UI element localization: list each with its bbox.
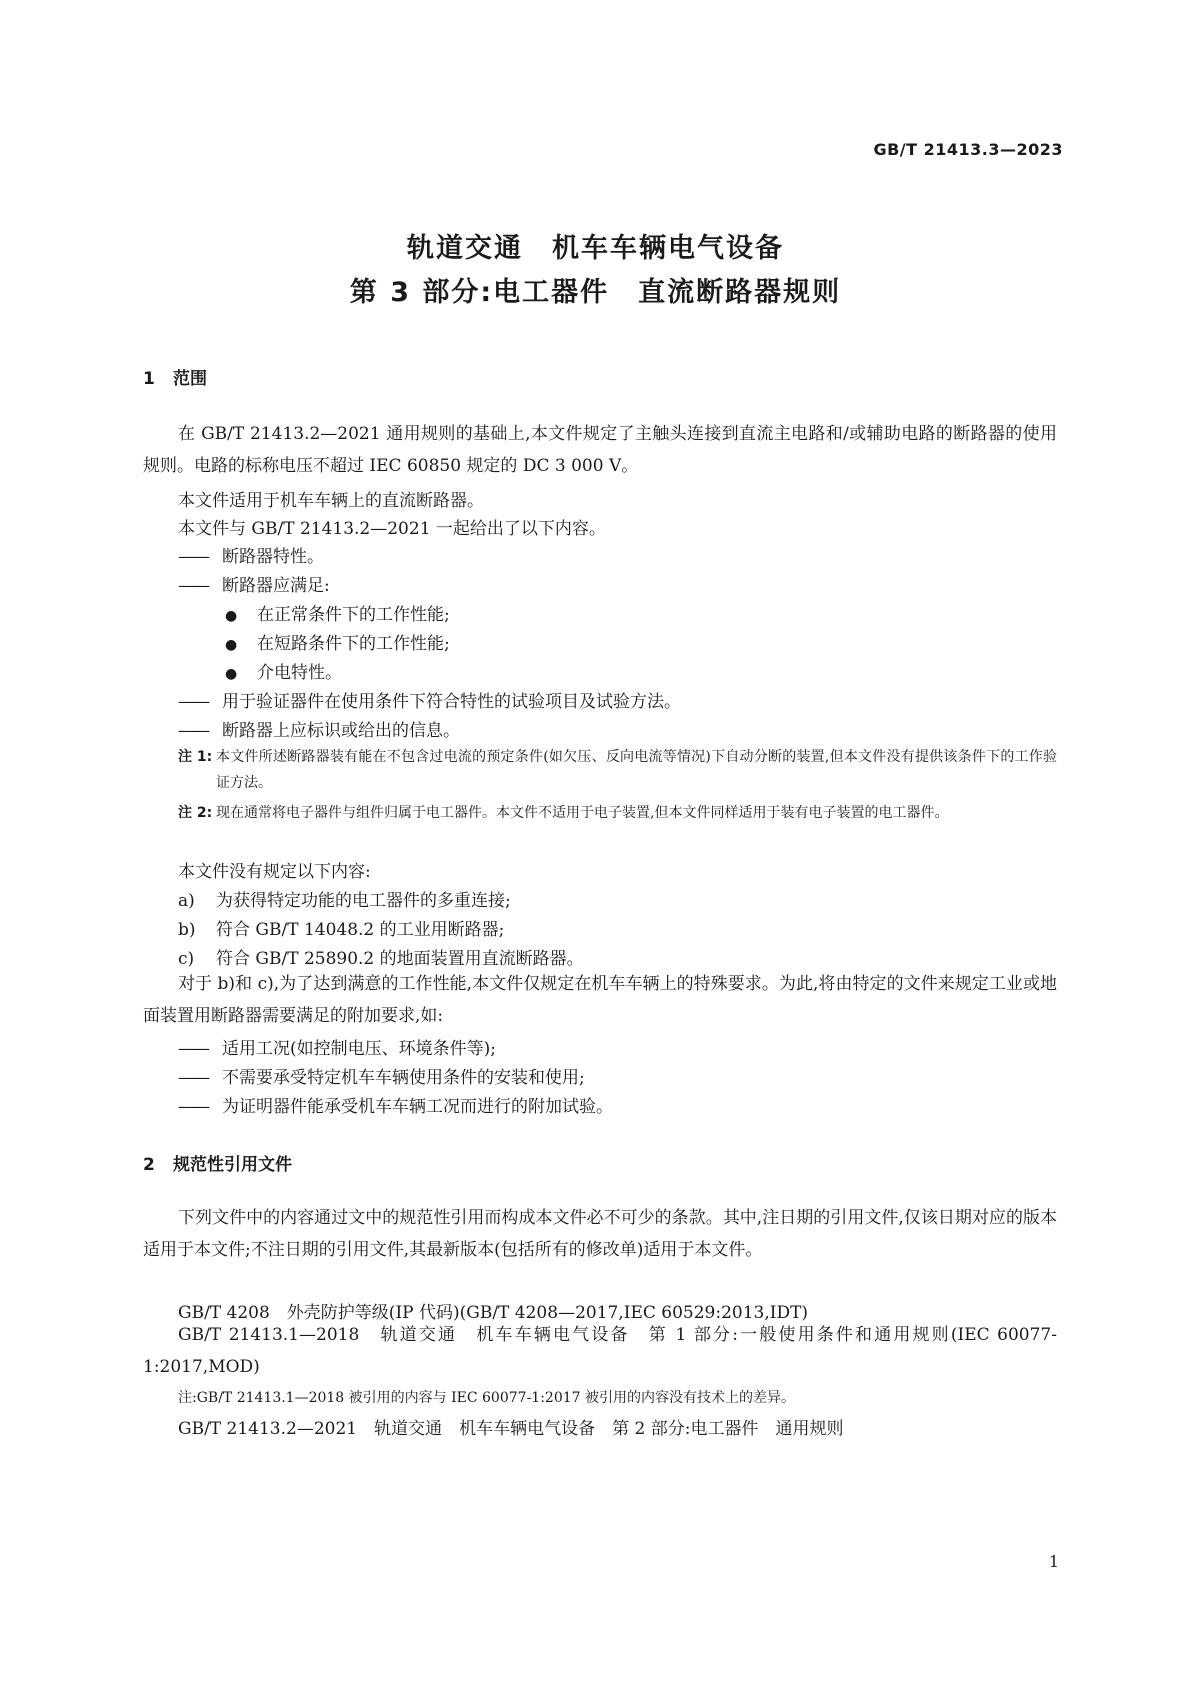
dash-marker: —— xyxy=(178,1068,208,1088)
section-1-number: 1 xyxy=(143,369,155,389)
dash-marker: —— xyxy=(178,1039,208,1059)
bullet-icon: ● xyxy=(225,608,238,624)
list-item: —— 用于验证器件在使用条件下符合特性的试验项目及试验方法。 xyxy=(178,692,681,712)
page-number: 1 xyxy=(1048,1552,1059,1571)
note-2 xyxy=(178,800,1057,826)
section-2-number: 2 xyxy=(143,1155,155,1175)
scope-intro-paragraph: 在 GB/T 21413.2—2021 通用规则的基础上,本文件规定了主触头连接到直流主电路和/或辅助电路的断路器的使用规则。电路的标称电压不超过 IEC 60850 规定的 DC 3 000 V。 xyxy=(143,424,1057,476)
dash-marker: —— xyxy=(178,1097,208,1117)
bullet-item: ● 介电特性。 xyxy=(225,663,342,683)
section-1-heading xyxy=(143,364,207,389)
reference-note: 注:GB/T 21413.1—2018 被引用的内容与 IEC 60077-1:2017 被引用的内容没有技术上的差异。 xyxy=(178,1390,795,1406)
note-1 xyxy=(178,744,1057,796)
lettered-item: b) 符合 GB/T 14048.2 的工业用断路器; xyxy=(178,920,505,940)
bullet-item: ● 在短路条件下的工作性能; xyxy=(225,634,450,654)
note-1-text: 本文件所述断路器装有能在不包含过电流的预定条件(如欠压、反向电流等情况)下自动分断的装置,但本文件没有提供该条件下的工作验证方法。 xyxy=(216,749,1057,791)
lettered-item: c) 符合 GB/T 25890.2 的地面装置用直流断路器。 xyxy=(178,949,584,969)
list-item: —— 适用工况(如控制电压、环境条件等); xyxy=(178,1039,496,1059)
note-2-label: 注 2: xyxy=(178,805,213,821)
document-title-line2: 第 3 部分:电工器件 直流断路器规则 xyxy=(349,277,842,308)
bullet-icon: ● xyxy=(225,637,238,653)
dash-marker: —— xyxy=(178,721,208,741)
for-bc-paragraph: 对于 b)和 c),为了达到满意的工作性能,本文件仅规定在机车车辆上的特殊要求。为此,将由特定的文件来规定工业或地面装置用断路器需要满足的附加要求,如: xyxy=(143,974,1057,1026)
scope-applies: 本文件适用于机车车辆上的直流断路器。 xyxy=(178,491,484,511)
dash-marker: —— xyxy=(178,576,208,596)
standard-number: GB/T 21413.3—2023 xyxy=(873,140,1063,159)
dash-marker: —— xyxy=(178,692,208,712)
list-item: —— 断路器特性。 xyxy=(178,547,324,567)
bullet-item: ● 在正常条件下的工作性能; xyxy=(225,605,450,625)
lettered-item: a) 为获得特定功能的电工器件的多重连接; xyxy=(178,891,511,911)
reference-gbt-21413-2: GB/T 21413.2—2021 轨道交通 机车车辆电气设备 第 2 部分:电工器件 通用规则 xyxy=(178,1419,844,1439)
list-item: —— 断路器应满足: xyxy=(178,576,330,596)
list-item: —— 为证明器件能承受机车车辆工况而进行的附加试验。 xyxy=(178,1097,613,1117)
section-2-heading xyxy=(143,1150,292,1175)
section-2-title: 规范性引用文件 xyxy=(173,1155,292,1175)
note-2-text: 现在通常将电子器件与组件归属于电工器件。本文件不适用于电子装置,但本文件同样适用于装有电子装置的电工器件。 xyxy=(216,805,949,821)
reference-gbt-21413-1: GB/T 21413.1—2018 轨道交通 机车车辆电气设备 第 1 部分:一般使用条件和通用规则(IEC 60077-1:2017,MOD) xyxy=(143,1325,1057,1377)
dash-marker: —— xyxy=(178,547,208,567)
list-item: —— 断路器上应标识或给出的信息。 xyxy=(178,721,460,741)
scope-together: 本文件与 GB/T 21413.2—2021 一起给出了以下内容。 xyxy=(178,519,606,539)
normative-intro-paragraph: 下列文件中的内容通过文中的规范性引用而构成本文件必不可少的条款。其中,注日期的引用文件,仅该日期对应的版本适用于本文件;不注日期的引用文件,其最新版本(包括所有的修改单)适用于本文件。 xyxy=(143,1208,1057,1260)
list-item: —— 不需要承受特定机车车辆使用条件的安装和使用; xyxy=(178,1068,585,1088)
document-title-line1: 轨道交通 机车车辆电气设备 xyxy=(407,233,784,264)
not-specified-intro: 本文件没有规定以下内容: xyxy=(178,862,371,882)
reference-gbt-4208: GB/T 4208 外壳防护等级(IP 代码)(GB/T 4208—2017,IEC 60529:2013,IDT) xyxy=(178,1303,809,1323)
section-1-title: 范围 xyxy=(173,369,207,389)
bullet-icon: ● xyxy=(225,666,238,682)
note-1-label: 注 1: xyxy=(178,749,213,765)
